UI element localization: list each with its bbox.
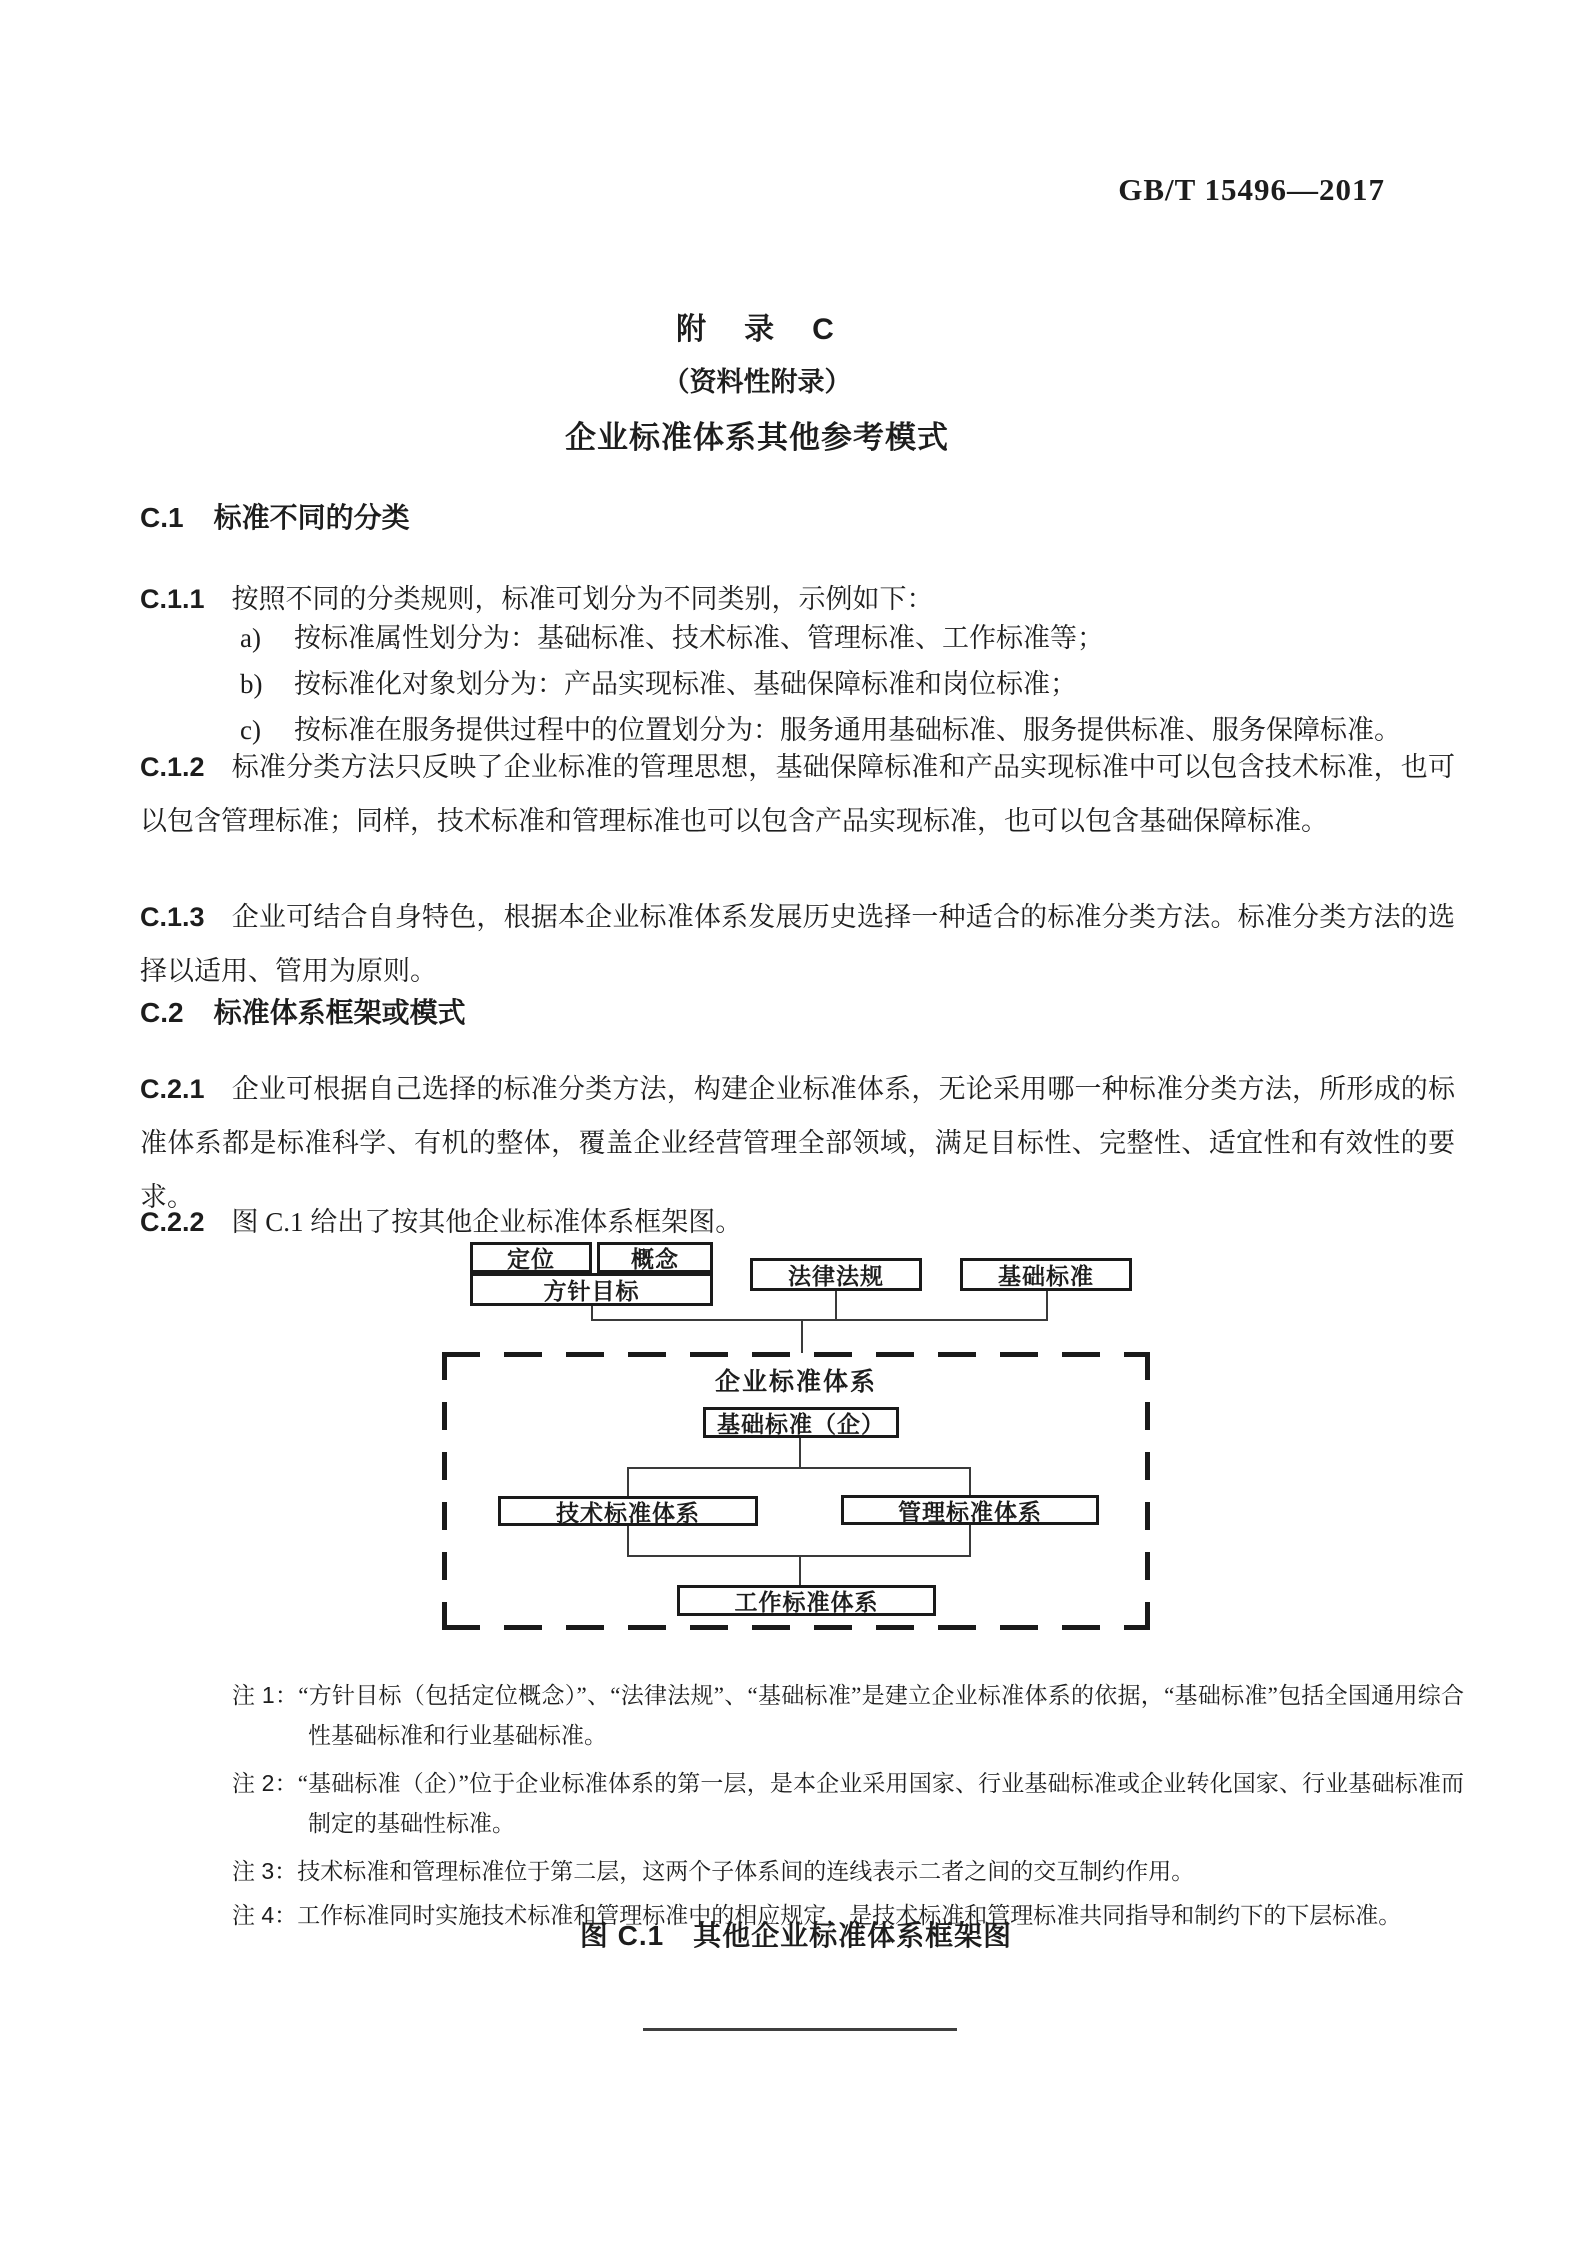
box-concept-label: 概念 — [631, 1246, 679, 1272]
note-3-label: 注 3： — [232, 1858, 298, 1884]
box-laws-regulations-label: 法律法规 — [788, 1263, 884, 1289]
dashed-border-top — [442, 1352, 1150, 1357]
note-1-label: 注 1： — [232, 1682, 299, 1708]
box-basic-standards-enterprise-label: 基础标准（企） — [717, 1411, 885, 1437]
list-item-a-label: a) — [240, 623, 261, 653]
figure-caption: 图 C.1 其他企业标准体系框架图 — [579, 1920, 1013, 1951]
section-c2-number: C.2 — [140, 997, 184, 1028]
clause-c13 — [140, 890, 1455, 998]
box-positioning-label: 定位 — [507, 1246, 555, 1272]
note-4-text: 工作标准同时实施技术标准和管理标准中的相应规定，是技术标准和管理标准共同指导和制约下的下层标准。 — [297, 1903, 1402, 1928]
section-c2-heading — [140, 993, 1455, 1033]
clause-c22-text: 图 C.1 给出了按其他企业标准体系框架图。 — [231, 1207, 743, 1237]
section-c1-heading — [140, 498, 1455, 538]
box-laws-regulations — [750, 1258, 922, 1291]
connector-into-system — [801, 1319, 803, 1353]
note-1-text: “方针目标（包括定位概念）”、“法律法规”、“基础标准”是建立企业标准体系的依据，“基础标准”包括全国通用综合性基础标准和行业基础标准。 — [298, 1683, 1464, 1748]
box-technical-standards — [498, 1496, 758, 1526]
connector-top-horizontal — [591, 1319, 1048, 1321]
appendix-subtitle: （资料性附录） — [662, 367, 852, 397]
connector-basic-down — [1046, 1291, 1048, 1319]
box-basic-standards-label: 基础标准 — [998, 1263, 1094, 1289]
box-work-standards — [677, 1585, 936, 1616]
clause-c11-text: 按照不同的分类规则，标准可划分为不同类别，示例如下： — [231, 584, 934, 614]
box-work-standards-label: 工作标准体系 — [734, 1589, 879, 1615]
list-item-a — [240, 618, 1455, 658]
appendix-title-block — [0, 304, 1514, 457]
standard-number: GB/T 15496—2017 — [1118, 172, 1385, 207]
clause-c22-number: C.2.2 — [140, 1207, 205, 1237]
list-item-a-text: 按标准属性划分为：基础标准、技术标准、管理标准、工作标准等； — [294, 623, 1104, 653]
connector-mid-horizontal — [627, 1467, 971, 1469]
note-3 — [232, 1852, 1464, 1892]
box-basic-standards — [960, 1258, 1132, 1291]
clause-c21-number: C.2.1 — [140, 1074, 205, 1104]
appendix-main-title: 企业标准体系其他参考模式 — [565, 420, 949, 455]
clause-c13-number: C.1.3 — [140, 902, 205, 932]
note-1 — [232, 1676, 1464, 1755]
list-item-b-label: b) — [240, 669, 263, 699]
box-positioning — [470, 1242, 592, 1273]
section-c2-title: 标准体系框架或模式 — [213, 997, 466, 1028]
enterprise-system-label: 企业标准体系 — [714, 1368, 877, 1396]
box-policy-objectives — [470, 1273, 713, 1306]
clause-c12-number: C.1.2 — [140, 752, 205, 782]
note-4-label: 注 4： — [232, 1902, 298, 1928]
section-c1-number: C.1 — [140, 502, 184, 533]
box-technical-standards-label: 技术标准体系 — [556, 1499, 700, 1526]
appendix-label: 附 录 C — [676, 313, 838, 346]
clause-c12-text: 标准分类方法只反映了企业标准的管理思想，基础保障标准和产品实现标准中可以包含技术标准，也可以包含管理标准；同样，技术标准和管理标准也可以包含产品实现标准，也可以包含基础保障标准。 — [140, 752, 1455, 836]
note-2 — [232, 1764, 1464, 1843]
clause-c21-text: 企业可根据自己选择的标准分类方法，构建企业标准体系，无论采用哪一种标准分类方法，所形成的标准体系都是标准科学、有机的整体，覆盖企业经营管理全部领域，满足目标性、完整性、适宜性和有效性的要求。 — [140, 1074, 1455, 1212]
list-item-c-text: 按标准在服务提供过程中的位置划分为：服务通用基础标准、服务提供标准、服务保障标准。 — [294, 715, 1401, 745]
note-2-text: “基础标准（企）”位于企业标准体系的第一层，是本企业采用国家、行业基础标准或企业转化国家、行业基础标准而制定的基础性标准。 — [297, 1771, 1464, 1836]
box-policy-objectives-label: 方针目标 — [543, 1278, 640, 1304]
box-management-standards — [841, 1495, 1099, 1525]
connector-basic-enterprise-down — [799, 1438, 801, 1467]
note-3-text: 技术标准和管理标准位于第二层，这两个子体系间的连线表示二者之间的交互制约作用。 — [297, 1859, 1195, 1884]
connector-work-down — [799, 1555, 801, 1585]
end-of-document-rule — [643, 2028, 957, 2031]
box-basic-standards-enterprise — [703, 1407, 899, 1438]
connector-laws-down — [835, 1291, 837, 1319]
list-item-c-label: c) — [240, 715, 261, 745]
list-item-b-text: 按标准化对象划分为：产品实现标准、基础保障标准和岗位标准； — [294, 669, 1077, 699]
connector-policy-down — [591, 1306, 593, 1319]
clause-c11-number: C.1.1 — [140, 584, 205, 614]
dashed-border-bottom — [442, 1625, 1150, 1630]
clause-c13-text: 企业可结合自身特色，根据本企业标准体系发展历史选择一种适合的标准分类方法。标准分类方法的选择以适用、管用为原则。 — [140, 902, 1455, 986]
section-c1-title: 标准不同的分类 — [213, 502, 410, 533]
box-management-standards-label: 管理标准体系 — [898, 1498, 1042, 1525]
clause-c12 — [140, 740, 1455, 848]
note-2-label: 注 2： — [232, 1770, 298, 1796]
list-item-b — [240, 664, 1455, 704]
framework-diagram — [440, 1240, 1162, 1642]
box-concept — [597, 1242, 713, 1273]
